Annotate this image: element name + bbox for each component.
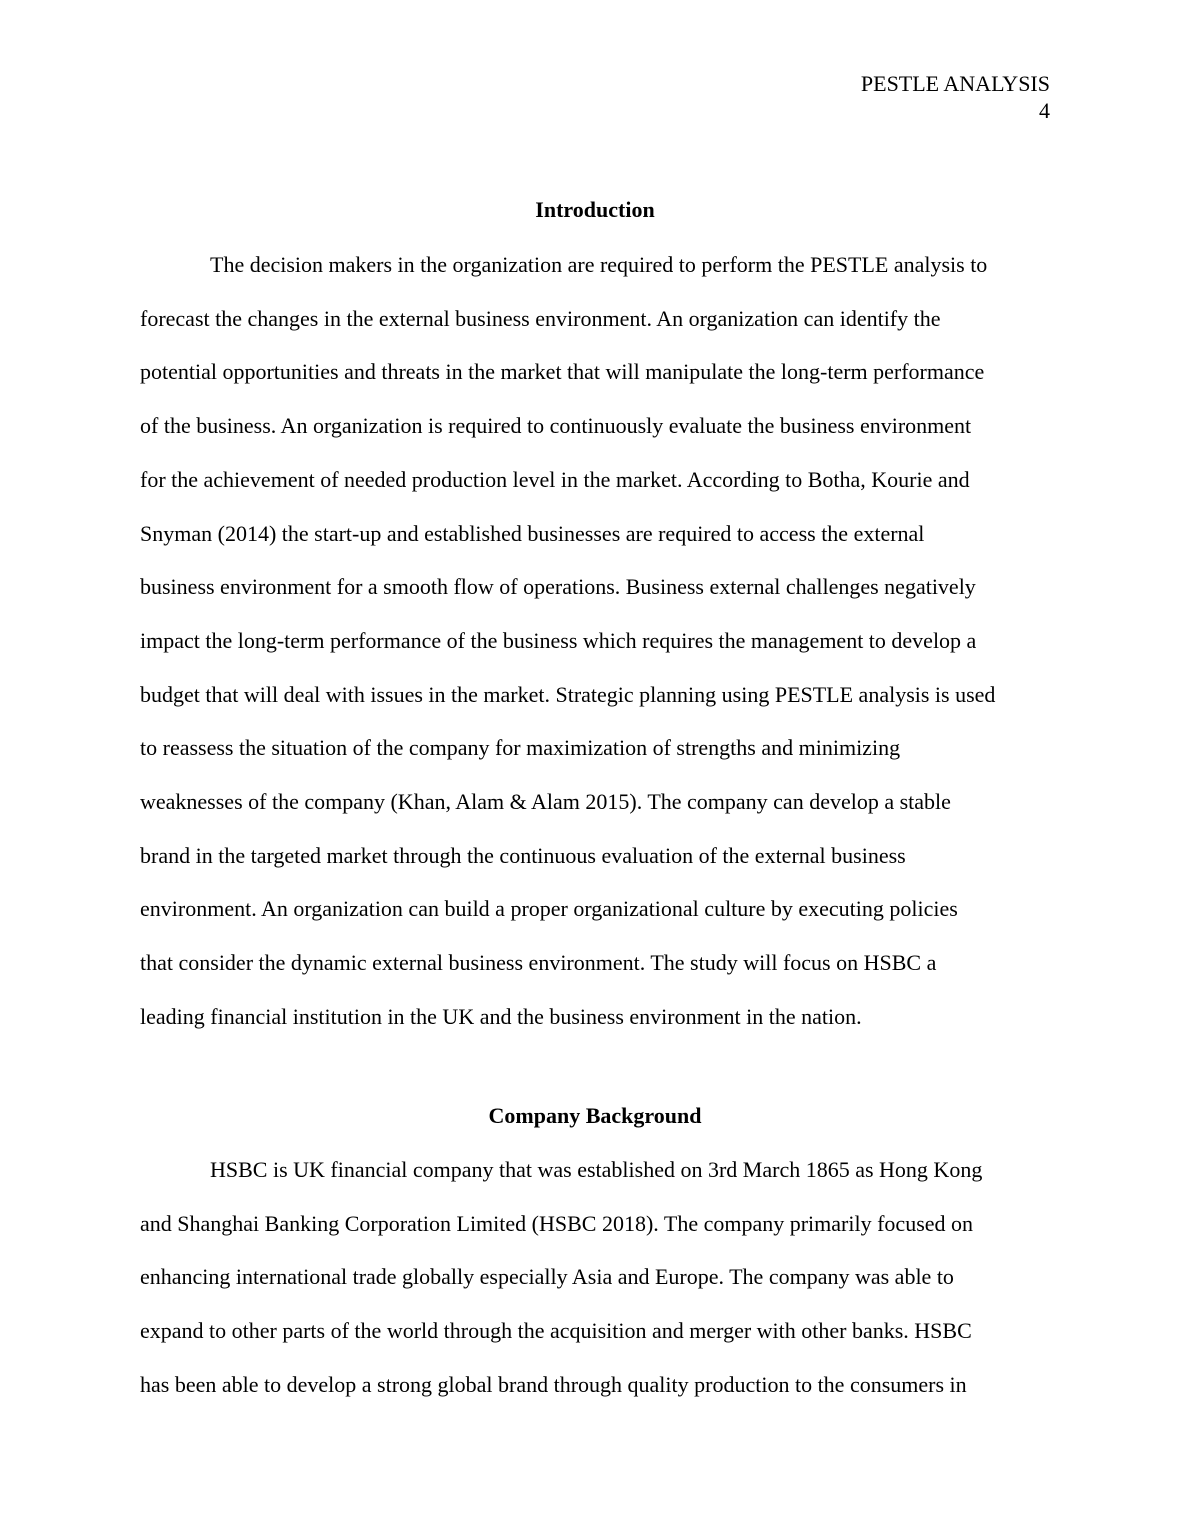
paragraph-line: potential opportunities and threats in the market that will manipulate the long-term performance bbox=[140, 359, 985, 385]
paragraph-line: budget that will deal with issues in the market. Strategic planning using PESTLE analysis is used bbox=[140, 681, 996, 707]
paragraph-line: expand to other parts of the world through the acquisition and merger with other banks. HSBC bbox=[140, 1318, 972, 1344]
paragraph-line: forecast the changes in the external business environment. An organization can identify the bbox=[140, 305, 941, 331]
page-number: 4 bbox=[1039, 98, 1050, 123]
paragraph-line: has been able to develop a strong global brand through quality production to the consumers in bbox=[140, 1371, 967, 1397]
paragraph-line: environment. An organization can build a proper organizational culture by executing policies bbox=[140, 896, 958, 922]
running-head: PESTLE ANALYSIS bbox=[860, 71, 1050, 96]
section-heading-company-background: Company Background bbox=[488, 1103, 702, 1128]
paragraph-introduction bbox=[140, 238, 1050, 1044]
paragraph-line: for the achievement of needed production level in the market. According to Botha, Kourie and bbox=[140, 466, 970, 492]
paragraph-line: to reassess the situation of the company for maximization of strengths and minimizing bbox=[140, 735, 901, 761]
paragraph-line: business environment for a smooth flow of operations. Business external challenges negatively bbox=[140, 574, 976, 600]
paragraph-line: enhancing international trade globally especially Asia and Europe. The company was able to bbox=[140, 1264, 954, 1290]
paragraph-line: Snyman (2014) the start-up and established businesses are required to access the external bbox=[140, 520, 925, 546]
section-heading-introduction: Introduction bbox=[535, 197, 655, 222]
paragraph-line: leading financial institution in the UK and the business environment in the nation. bbox=[140, 1003, 862, 1029]
paragraph-line: of the business. An organization is required to continuously evaluate the business environment bbox=[140, 413, 972, 439]
paragraph-line: weaknesses of the company (Khan, Alam & Alam 2015). The company can develop a stable bbox=[140, 789, 951, 815]
paragraph-line: impact the long-term performance of the business which requires the management to develop a bbox=[140, 627, 977, 653]
paragraph-company-background bbox=[140, 1143, 1050, 1412]
paragraph-line: HSBC is UK financial company that was established on 3rd March 1865 as Hong Kong bbox=[210, 1157, 983, 1182]
paragraph-line: and Shanghai Banking Corporation Limited (HSBC 2018). The company primarily focused on bbox=[140, 1210, 974, 1236]
page-header bbox=[861, 70, 1050, 124]
paragraph-line: that consider the dynamic external business environment. The study will focus on HSBC a bbox=[140, 950, 937, 976]
paragraph-line: brand in the targeted market through the continuous evaluation of the external business bbox=[140, 842, 906, 868]
paragraph-line: The decision makers in the organization are required to perform the PESTLE analysis to bbox=[210, 252, 988, 277]
